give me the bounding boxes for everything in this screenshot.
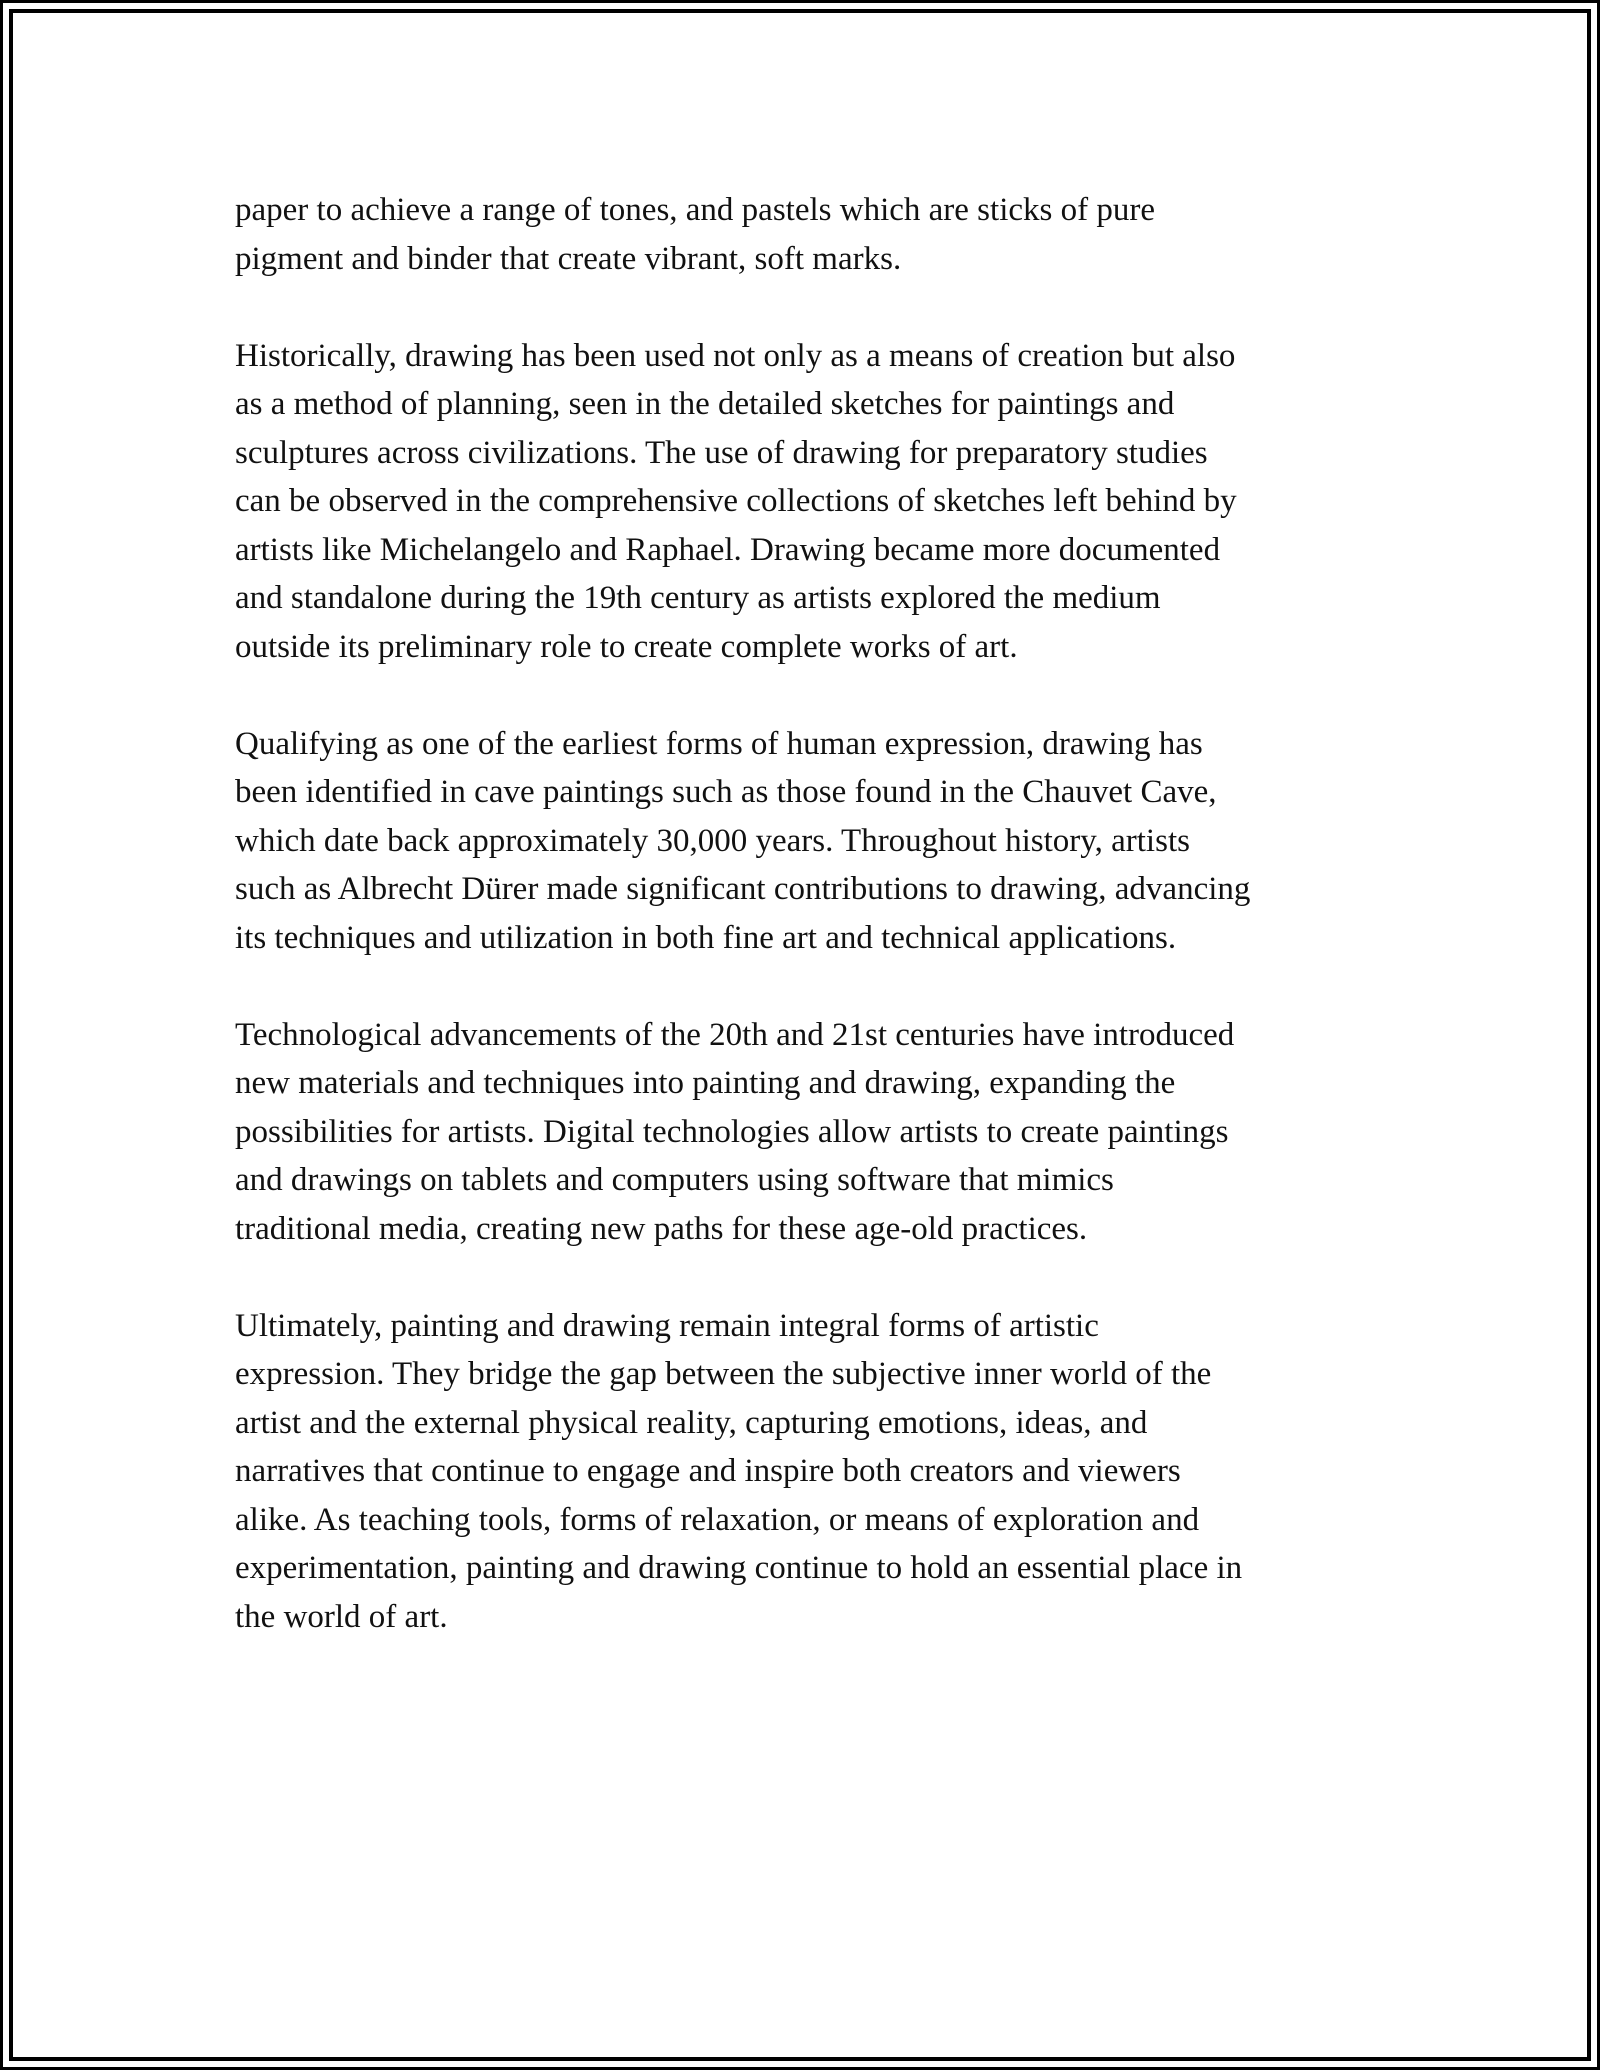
text-line: expression. They bridge the gap between the subjective inner world of the bbox=[235, 1356, 1212, 1392]
text-line: artist and the external physical reality, capturing emotions, ideas, and bbox=[235, 1404, 1148, 1441]
text-line: new materials and techniques into painting and drawing, expanding the bbox=[235, 1065, 1176, 1101]
text-line: alike. As teaching tools, forms of relaxation, or means of exploration and bbox=[235, 1501, 1200, 1538]
text-line: Ultimately, painting and drawing remain integral forms of artistic bbox=[235, 1307, 1099, 1344]
paragraph-3 bbox=[235, 720, 1375, 963]
paragraph-2 bbox=[235, 332, 1375, 672]
text-line: Historically, drawing has been used not only as a means of creation but also bbox=[235, 337, 1236, 374]
text-line: its techniques and utilization in both fine art and technical applications. bbox=[235, 919, 1177, 956]
paragraph-1 bbox=[235, 186, 1375, 283]
text-line: and standalone during the 19th century as artists explored the medium bbox=[235, 580, 1161, 616]
text-line: experimentation, painting and drawing continue to hold an essential place in bbox=[235, 1550, 1243, 1586]
text-line: sculptures across civilizations. The use of drawing for preparatory studies bbox=[235, 434, 1208, 471]
text-line: possibilities for artists. Digital technologies allow artists to create paintings bbox=[235, 1113, 1229, 1150]
text-line: narratives that continue to engage and inspire both creators and viewers bbox=[235, 1453, 1181, 1489]
text-line: been identified in cave paintings such as those found in the Chauvet Cave, bbox=[235, 774, 1217, 810]
text-line: paper to achieve a range of tones, and pastels which are sticks of pure bbox=[235, 192, 1155, 228]
text-line: which date back approximately 30,000 years. Throughout history, artists bbox=[235, 822, 1190, 859]
paragraph-5 bbox=[235, 1302, 1375, 1642]
paragraph-4 bbox=[235, 1011, 1375, 1254]
text-line: artists like Michelangelo and Raphael. Drawing became more documented bbox=[235, 531, 1221, 568]
text-line: outside its preliminary role to create complete works of art. bbox=[235, 628, 1018, 665]
text-line: and drawings on tablets and computers using software that mimics bbox=[235, 1162, 1114, 1198]
text-line: as a method of planning, seen in the detailed sketches for paintings and bbox=[235, 386, 1175, 422]
text-line: Qualifying as one of the earliest forms of human expression, drawing has bbox=[235, 725, 1203, 762]
document-body bbox=[235, 186, 1375, 1690]
text-line: Technological advancements of the 20th and 21st centuries have introduced bbox=[235, 1016, 1235, 1053]
text-line: the world of art. bbox=[235, 1598, 448, 1635]
text-line: such as Albrecht Dürer made significant contributions to drawing, advancing bbox=[235, 871, 1251, 907]
text-line: traditional media, creating new paths for these age-old practices. bbox=[235, 1210, 1088, 1247]
text-line: can be observed in the comprehensive collections of sketches left behind by bbox=[235, 483, 1237, 519]
text-line: pigment and binder that create vibrant, soft marks. bbox=[235, 240, 902, 277]
